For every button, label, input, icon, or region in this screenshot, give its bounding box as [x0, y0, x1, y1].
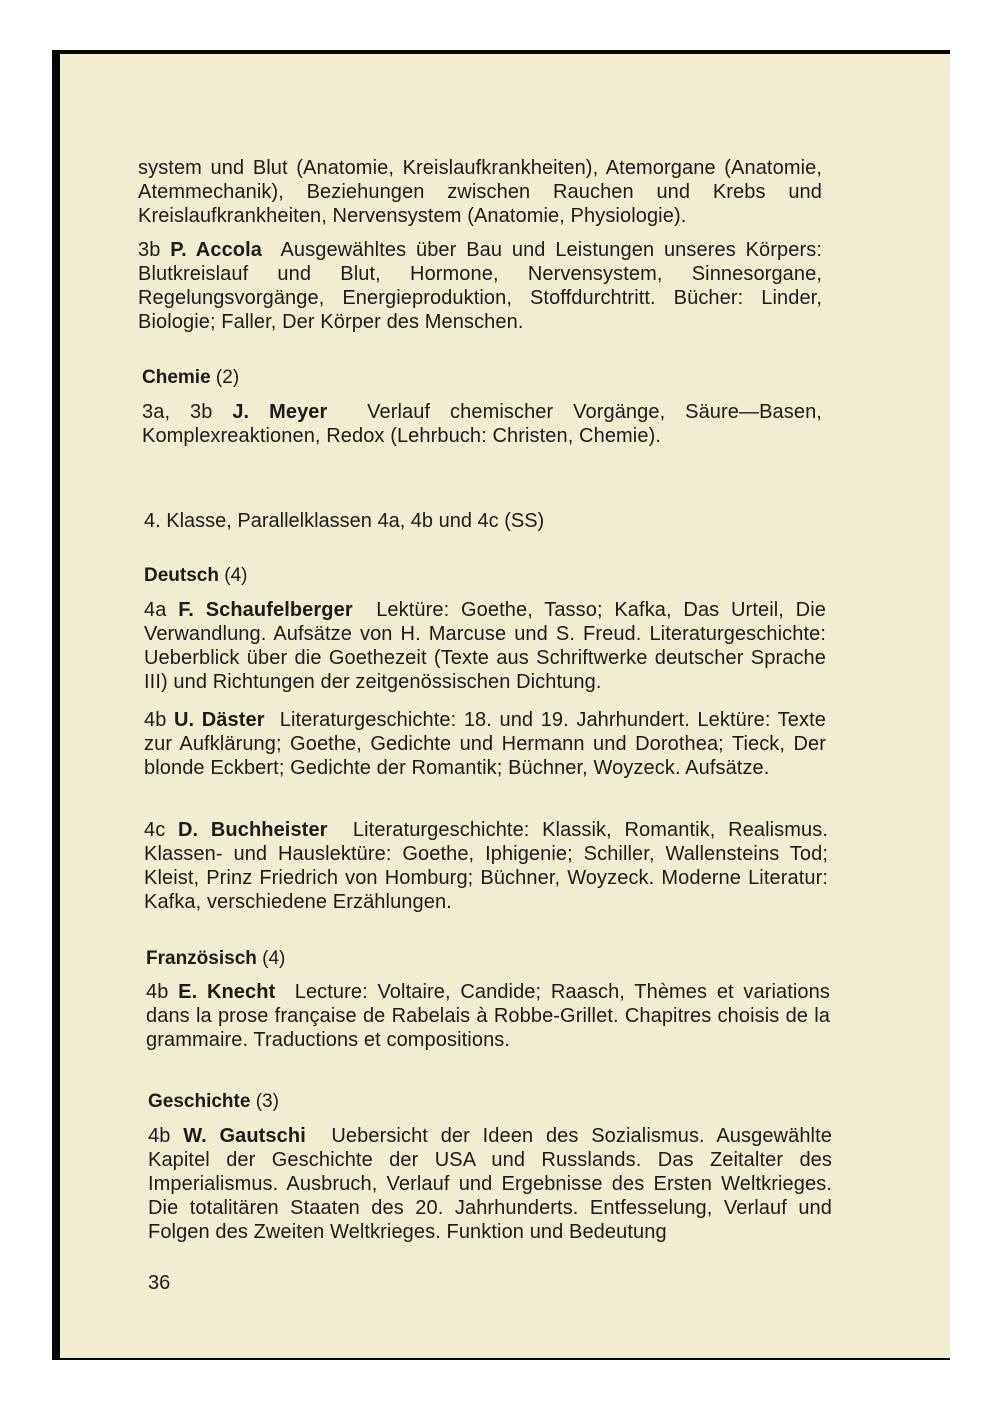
subject-hours: (4): [262, 948, 286, 969]
subject-name: Geschichte: [148, 1091, 251, 1112]
entry-meyer: [142, 400, 822, 448]
teacher-name: U. Däster: [174, 709, 265, 731]
class-code: 4b: [144, 709, 167, 731]
subject-name: Französisch: [146, 948, 257, 969]
heading-chemie: [142, 366, 239, 390]
teacher-name: J. Meyer: [232, 401, 328, 423]
subject-name: Deutsch: [144, 565, 219, 586]
class-code: 3a, 3b: [142, 401, 213, 423]
subject-hours: (2): [215, 367, 240, 388]
class-code: 3b: [138, 239, 161, 261]
teacher-name: E. Knecht: [178, 981, 276, 1003]
entry-text: Lektüre: Goethe, Tasso; Kafka, Das Urteil, Die Verwandlung. Aufsätze von H. Marcuse und S. Freud. Literaturgeschichte: Ueberblick über die Goethezeit (Texte aus Schriftwerke deutscher Sprache III) und Richtungen der zeitgenössischen Dichtung.: [144, 599, 826, 693]
entry-text: Lecture: Voltaire, Candide; Raasch, Thèmes et variations dans la prose française de Rabelais à Robbe-Grillet. Chapitres choisis de la grammaire. Traductions et compositions.: [146, 981, 830, 1051]
subject-hours: (4): [224, 565, 248, 586]
entry-schaufelberger: [144, 598, 826, 694]
teacher-name: W. Gautschi: [183, 1125, 306, 1147]
entry-text: Ausgewähltes über Bau und Leistungen unseres Körpers: Blutkreislauf und Blut, Hormone, Nervensystem, Sinnesorgane, Regelungsvorgänge, Energieproduktion, Stoffdurchtritt. Bücher: Linder, Biologie; Faller, Der Körper des Menschen.: [138, 239, 822, 333]
heading-franzoesisch: [146, 947, 285, 971]
class-code: 4c: [144, 819, 166, 841]
heading-klasse-4: 4. Klasse, Parallelklassen 4a, 4b und 4c (SS): [144, 510, 545, 532]
class-code: 4b: [146, 981, 169, 1003]
page-number: 36: [148, 1272, 171, 1294]
subject-name: Chemie: [142, 367, 211, 388]
intro-paragraph: system und Blut (Anatomie, Kreislaufkrankheiten), Atemorgane (Anatomie, Atemmechanik), Beziehungen zwischen Rauchen und Krebs und Kreislaufkrankheiten, Nervensystem (Anatomie, Physiologie).: [138, 157, 822, 227]
entry-accola: [138, 238, 822, 334]
entry-text: Uebersicht der Ideen des Sozialismus. Ausgewählte Kapitel der Geschichte der USA und Russlands. Das Zeitalter des Imperialismus. Ausbruch, Verlauf und Ergebnisse des Ersten Weltkrieges. Die totalitären Staaten des 20. Jahrhunderts. Entfesselung, Verlauf und Folgen des Zweiten Weltkrieges. Funktion und Bedeutung: [148, 1125, 832, 1243]
document-page: [60, 54, 950, 1358]
teacher-name: P. Accola: [170, 239, 262, 261]
entry-text: Literaturgeschichte: Klassik, Romantik, Realismus. Klassen- und Hauslektüre: Goethe, Iphigenie; Schiller, Wallensteins Tod; Kleist, Prinz Friedrich von Homburg; Büchner, Woyzeck. Moderne Literatur: Kafka, verschiedene Erzählungen.: [144, 819, 828, 913]
entry-daester: [144, 708, 826, 780]
class-code: 4a: [144, 599, 167, 621]
entry-text: Verlauf chemischer Vorgänge, Säure—Basen, Komplexreaktionen, Redox (Lehrbuch: Christen, Chemie).: [142, 401, 822, 447]
teacher-name: D. Buchheister: [178, 819, 328, 841]
class-code: 4b: [148, 1125, 171, 1147]
entry-text: Literaturgeschichte: 18. und 19. Jahrhundert. Lektüre: Texte zur Aufklärung; Goethe, Gedichte und Hermann und Dorothea; Tieck, Der blonde Eckbert; Gedichte der Romantik; Büchner, Woyzeck. Aufsätze.: [144, 709, 826, 779]
teacher-name: F. Schaufelberger: [178, 599, 353, 621]
entry-knecht: [146, 980, 830, 1052]
heading-geschichte: [148, 1090, 279, 1114]
heading-deutsch: [144, 564, 247, 588]
entry-gautschi: [148, 1124, 832, 1244]
subject-hours: (3): [255, 1091, 279, 1112]
entry-buchheister: [144, 818, 828, 914]
